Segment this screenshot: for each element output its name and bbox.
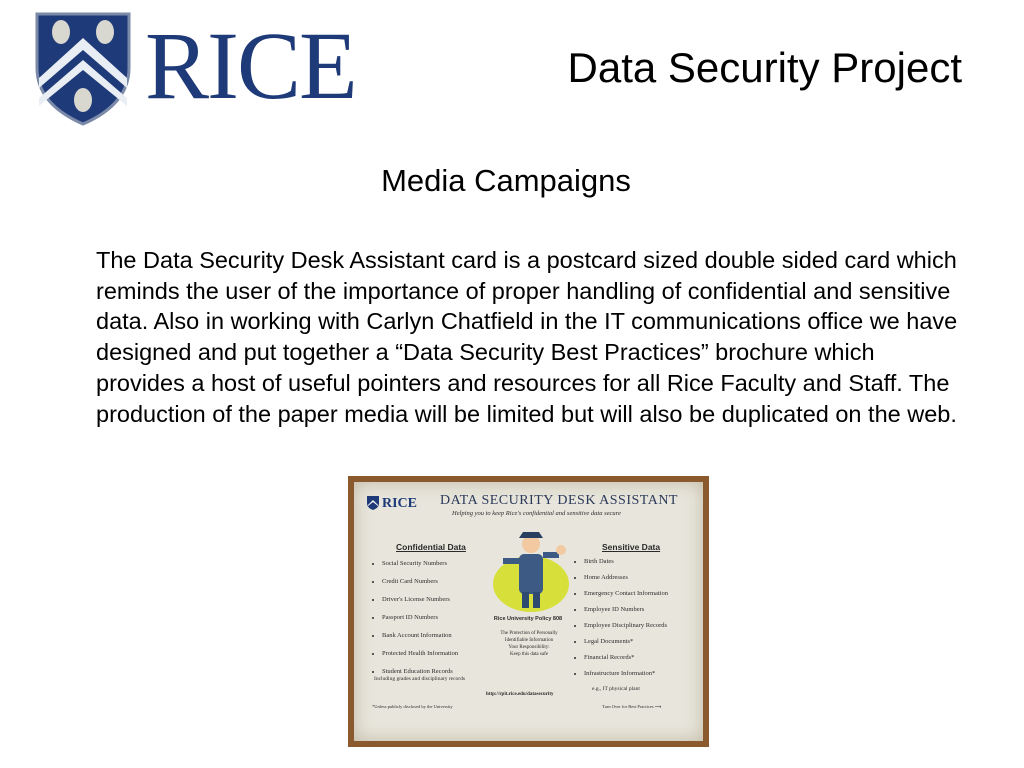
card-policy: Rice University Policy 808 <box>493 616 563 622</box>
card-url: http://rpit.rice.edu/datasecurity <box>486 692 554 697</box>
sensitive-heading: Sensitive Data <box>602 542 661 552</box>
sensitive-list <box>574 558 668 677</box>
rice-wordmark: RICE <box>145 12 356 119</box>
confidential-heading: Confidential Data <box>396 542 466 552</box>
rice-logo <box>33 8 356 126</box>
card-shield-icon <box>366 495 380 511</box>
list-item: • Driver's License Numbers <box>382 596 458 603</box>
card-policy-lines <box>482 630 576 658</box>
desk-assistant-card-photo <box>348 476 709 747</box>
slide-title: Data Security Project <box>567 44 962 91</box>
list-item: • Financial Records* <box>584 654 668 661</box>
body-paragraph: The Data Security Desk Assistant card is a postcard sized double sided card which reminds the user of the importance of proper handling of confidential and sensitive data. Also in working with Carlyn Chatfield in the IT communications office we have designed and put together a “Data Security Best Practices” brochure which provides a host of useful pointers and resources for all Rice Faculty and Staff. The production of the paper media will be limited but will also be duplicated on the web. <box>96 247 958 427</box>
list-item: • Protected Health Information <box>382 650 458 657</box>
rice-shield-icon <box>33 8 133 126</box>
policy-line: Keep this data safe <box>510 652 548 657</box>
card-logo <box>366 495 417 512</box>
list-item: • Employee Disciplinary Records <box>584 622 668 629</box>
card-title: DATA SECURITY DESK ASSISTANT <box>440 493 678 508</box>
list-item: • Legal Documents* <box>584 638 668 645</box>
list-item: • Home Addresses <box>584 574 668 581</box>
list-item: • Emergency Contact Information <box>584 590 668 597</box>
sensitive-note: e.g., IT physical plant <box>592 686 640 692</box>
card-footnote: *Unless publicly disclosed by the University <box>372 704 453 709</box>
card-tagline: Helping you to keep Rice's confidential and sensitive data secure <box>452 510 621 517</box>
list-item: • Infrastructure Information* <box>584 670 668 677</box>
list-item: • Social Security Numbers <box>382 560 458 567</box>
card-turn-over: Turn Over for Best Practices ⟶ <box>602 704 662 709</box>
confidential-note: Including grades and disciplinary records <box>374 676 466 682</box>
list-item: • Bank Account Information <box>382 632 458 639</box>
list-item: • Credit Card Numbers <box>382 578 458 585</box>
desk-assistant-card <box>354 482 703 741</box>
list-item: • Birth Dates <box>584 558 668 565</box>
policy-line: Identifiable Information <box>504 638 554 643</box>
confidential-list <box>372 560 458 686</box>
policy-line: Your Responsibility: <box>508 645 550 650</box>
security-officer-icon <box>489 522 573 614</box>
section-subtitle: Media Campaigns <box>381 163 631 198</box>
list-item: • Student Education Records <box>382 668 458 675</box>
list-item: • Employee ID Numbers <box>584 606 668 613</box>
card-logo-text: RICE <box>382 496 418 511</box>
policy-line: The Protection of Personally <box>500 631 558 636</box>
list-item: • Passport ID Numbers <box>382 614 458 621</box>
